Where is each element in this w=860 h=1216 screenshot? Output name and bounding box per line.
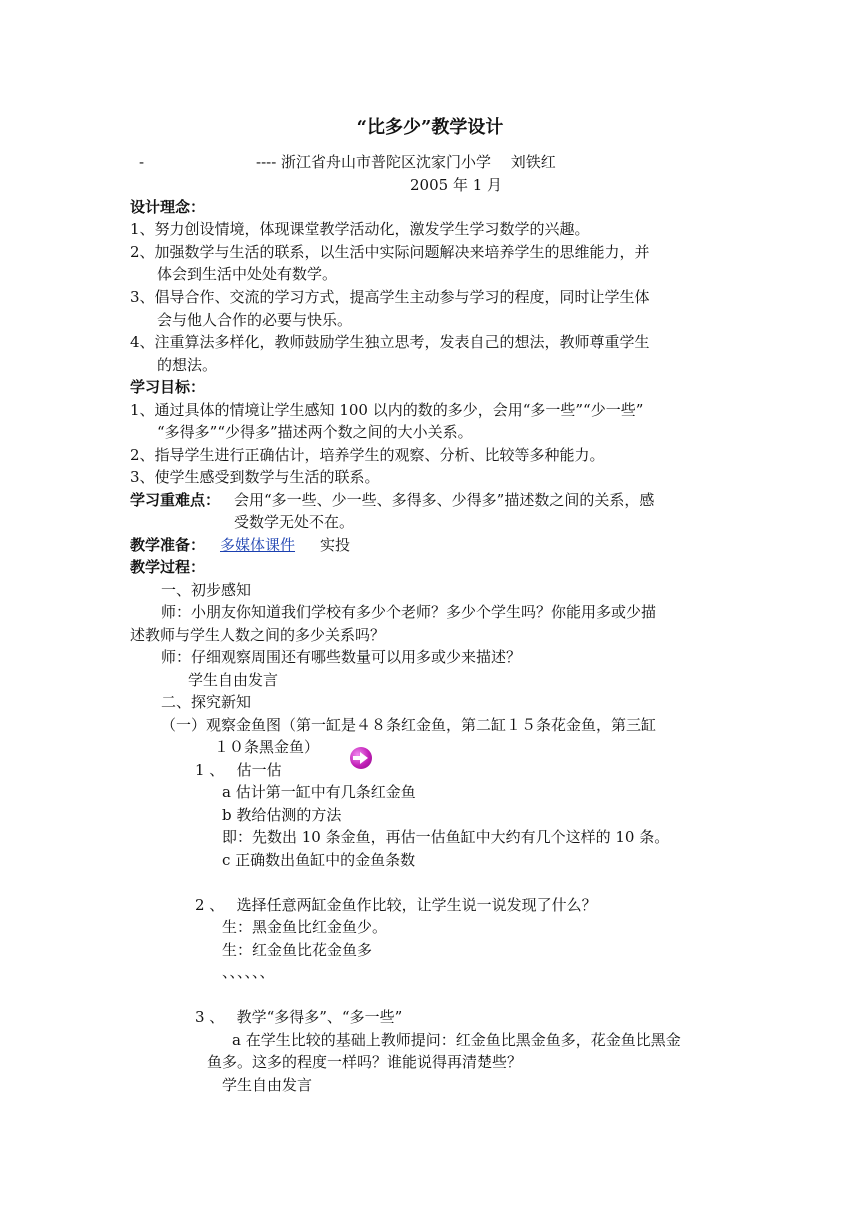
concept-heading: 设计理念： xyxy=(130,198,206,216)
section-title: 二、探究新知 xyxy=(161,693,252,711)
paragraph: 师：小朋友你知道我们学校有多少个老师？多少个学生吗？你能用多或少描 xyxy=(161,603,657,621)
page-title: “比多少”教学设计 xyxy=(356,117,504,138)
paragraph: （一）观察金鱼图（第一缸是４８条红金鱼，第二缸１５条花金鱼，第三缸 xyxy=(161,716,657,734)
step-item: 生：黑金鱼比红金鱼少。 xyxy=(222,918,388,936)
arrow-icon[interactable] xyxy=(350,747,372,769)
step-item: b 教给估测的方法 xyxy=(222,806,342,824)
author-dash: - xyxy=(139,153,145,171)
goal-item: 3、使学生感受到数学与生活的联系。 xyxy=(130,468,380,486)
step-item: c 正确数出鱼缸中的金鱼条数 xyxy=(222,851,416,869)
step-item-cont: 鱼多。这多的程度一样吗？谁能说得再清楚些？ xyxy=(207,1053,523,1071)
concept-item-cont: 体会到生活中处处有数学。 xyxy=(157,265,338,283)
concept-item: 1、努力创设情境，体现课堂教学活动化，激发学生学习数学的兴趣。 xyxy=(130,220,590,238)
key-points-heading: 学习重难点： xyxy=(130,491,221,509)
paragraph: 师：仔细观察周围还有哪些数量可以用多或少来描述？ xyxy=(161,648,522,666)
multimedia-link[interactable]: 多媒体课件 xyxy=(220,536,296,554)
goals-heading: 学习目标： xyxy=(130,378,206,396)
prep-item: 实投 xyxy=(320,536,351,554)
paragraph: 学生自由发言 xyxy=(188,671,279,689)
step-title: 1 、 估一估 xyxy=(195,761,282,779)
step-item: 、、、、、、 xyxy=(222,963,275,981)
author-line: ---- 浙江省舟山市普陀区沈家门小学 刘铁红 xyxy=(256,153,556,171)
key-points-line: 受数学无处不在。 xyxy=(234,513,355,531)
concept-item-cont: 的想法。 xyxy=(157,356,218,374)
goal-item-cont: “多得多”“少得多”描述两个数之间的大小关系。 xyxy=(157,423,473,441)
paragraph-cont: １０条黑金鱼） xyxy=(214,738,320,756)
date: 2005 年 1 月 xyxy=(410,176,503,194)
goal-item: 1、通过具体的情境让学生感知 100 以内的数的多少，会用“多一些”“少一些” xyxy=(130,401,644,419)
paragraph-cont: 述教师与学生人数之间的多少关系吗？ xyxy=(130,626,386,644)
step-item: 即：先数出 10 条金鱼，再估一估鱼缸中大约有几个这样的 10 条。 xyxy=(222,828,670,846)
goal-item: 2、指导学生进行正确估计，培养学生的观察、分析、比较等多种能力。 xyxy=(130,446,605,464)
step-item: 学生自由发言 xyxy=(222,1076,313,1094)
step-item: a 估计第一缸中有几条红金鱼 xyxy=(222,783,416,801)
step-item: 生：红金鱼比花金鱼多 xyxy=(222,941,373,959)
concept-item: 3、倡导合作、交流的学习方式，提高学生主动参与学习的程度，同时让学生体 xyxy=(130,288,650,306)
concept-item: 4、注重算法多样化，教师鼓励学生独立思考，发表自己的想法，教师尊重学生 xyxy=(130,333,650,351)
process-heading: 教学过程： xyxy=(130,558,206,576)
key-points-line: 会用“多一些、少一些、多得多、少得多”描述数之间的关系，感 xyxy=(234,491,655,509)
section-title: 一、初步感知 xyxy=(161,581,252,599)
concept-item: 2、加强数学与生活的联系，以生活中实际问题解决来培养学生的思维能力，并 xyxy=(130,243,650,261)
step-title: 3 、 教学“多得多”、“多一些” xyxy=(195,1008,403,1026)
step-item: a 在学生比较的基础上教师提问：红金鱼比黑金鱼多，花金鱼比黑金 xyxy=(232,1031,681,1049)
step-title: 2 、 选择任意两缸金鱼作比较，让学生说一说发现了什么？ xyxy=(195,896,597,914)
prep-heading: 教学准备： xyxy=(130,536,206,554)
concept-item-cont: 会与他人合作的必要与快乐。 xyxy=(157,311,353,329)
